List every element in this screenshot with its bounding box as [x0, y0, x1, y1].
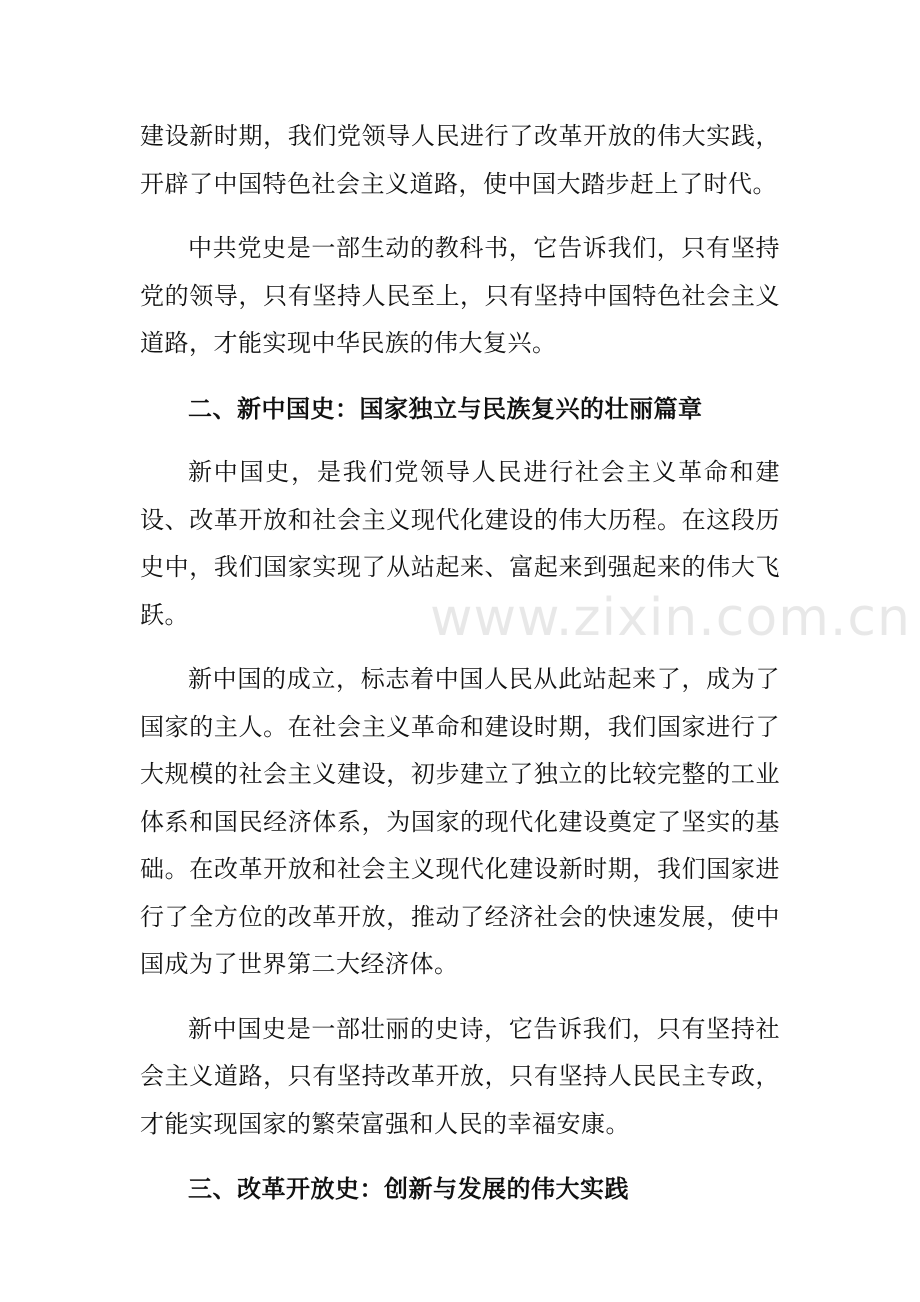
section-heading-new-china-history: 二、新中国史：国家独立与民族复兴的壮丽篇章 — [188, 393, 703, 423]
paragraph-new-china-summary: 新中国史是一部壮丽的史诗，它告诉我们，只有坚持社会主义道路，只有坚持改革开放，只有坚持人民民主专政，才能实现国家的繁荣富强和人民的幸福安康。 — [140, 1014, 780, 1138]
paragraph-party-history-summary: 中共党史是一部生动的教科书，它告诉我们，只有坚持党的领导，只有坚持人民至上，只有坚持中国特色社会主义道路，才能实现中华民族的伟大复兴。 — [140, 234, 780, 357]
paragraph-new-china-intro: 新中国史，是我们党领导人民进行社会主义革命和建设、改革开放和社会主义现代化建设的伟大历程。在这段历史中，我们国家实现了从站起来、富起来到强起来的伟大飞跃。 — [140, 458, 780, 629]
watermark-text: www.zixin.com.cn — [430, 588, 911, 648]
paragraph-new-china-founding: 新中国的成立，标志着中国人民从此站起来了，成为了国家的主人。在社会主义革命和建设时期，我们国家进行了大规模的社会主义建设，初步建立了独立的比较完整的工业体系和国民经济体系，为国家的现代化建设奠定了坚实的基础。在改革开放和社会主义现代化建设新时期，我们国家进行了全方位的改革开放，推动了经济社会的快速发展，使中国成为了世界第二大经济体。 — [140, 665, 780, 978]
paragraph-continuation: 建设新时期，我们党领导人民进行了改革开放的伟大实践，开辟了中国特色社会主义道路，使中国大踏步赶上了时代。 — [140, 122, 780, 198]
document-body — [140, 113, 780, 1213]
section-heading-reform-history: 三、改革开放史：创新与发展的伟大实践 — [188, 1174, 629, 1203]
